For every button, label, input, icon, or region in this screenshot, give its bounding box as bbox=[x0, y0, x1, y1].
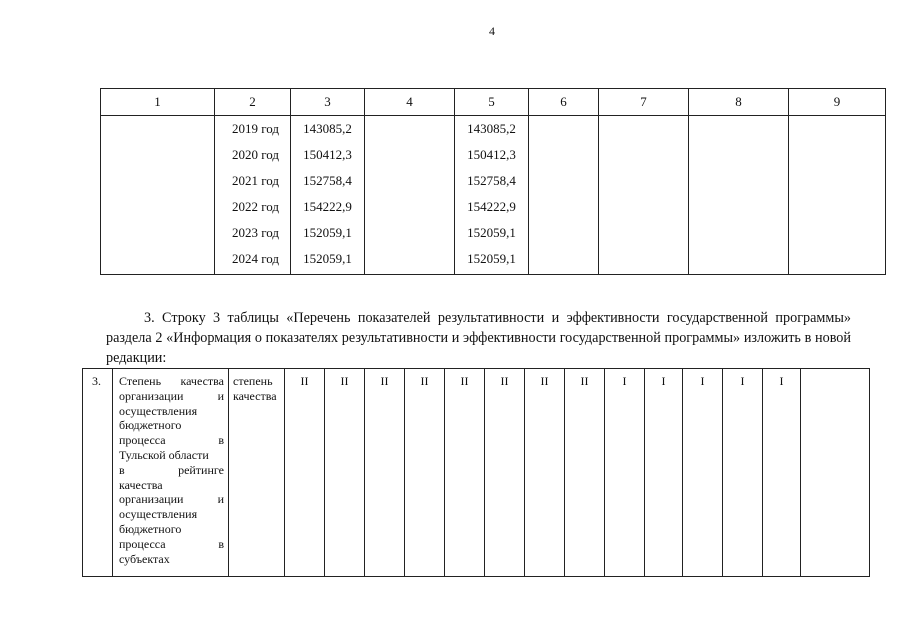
year-value: 2019 год bbox=[232, 121, 279, 136]
column-6-cell bbox=[529, 116, 599, 275]
indicator-name-word: в bbox=[218, 536, 224, 551]
indicator-name-word: осуществления bbox=[119, 403, 198, 418]
indicator-name-word: и bbox=[217, 492, 224, 507]
amount-value: 152059,1 bbox=[467, 225, 516, 240]
amount-value: 143085,2 bbox=[303, 121, 352, 136]
header-cell: 9 bbox=[789, 89, 886, 116]
indicator-value: I bbox=[723, 369, 763, 577]
indicator-name-line bbox=[119, 418, 224, 433]
indicator-value: II bbox=[485, 369, 525, 577]
column-4-cell bbox=[365, 116, 455, 275]
year-column bbox=[215, 116, 291, 275]
indicator-name-word: рейтинге bbox=[178, 462, 224, 477]
year-value: 2022 год bbox=[232, 199, 279, 214]
column-7-cell bbox=[599, 116, 689, 275]
indicator-name-line bbox=[119, 537, 224, 552]
indicator-name-line bbox=[119, 389, 224, 404]
indicator-name-line bbox=[119, 374, 224, 389]
indicator-name-line bbox=[119, 522, 224, 537]
unit-line: качества bbox=[233, 388, 277, 403]
indicator-unit bbox=[229, 369, 285, 577]
table-header-row bbox=[101, 89, 886, 116]
column-9-cell bbox=[789, 116, 886, 275]
column-5-values bbox=[455, 116, 529, 275]
indicator-value: II bbox=[445, 369, 485, 577]
indicator-name-word: субъектах bbox=[119, 551, 170, 566]
indicator-name-line bbox=[119, 448, 224, 463]
indicator-name-word: качества bbox=[180, 374, 224, 388]
indicator-table bbox=[82, 368, 870, 577]
amount-value: 150412,3 bbox=[467, 147, 516, 162]
year-value: 2023 год bbox=[232, 225, 279, 240]
amount-value: 154222,9 bbox=[303, 199, 352, 214]
indicator-name-word: качества bbox=[119, 477, 163, 492]
year-value: 2020 год bbox=[232, 147, 279, 162]
amount-value: 150412,3 bbox=[303, 147, 352, 162]
indicator-value: I bbox=[683, 369, 723, 577]
indicator-name-line bbox=[119, 478, 224, 493]
indicator-value: II bbox=[525, 369, 565, 577]
amount-value: 152758,4 bbox=[303, 173, 352, 188]
unit-line: степень bbox=[233, 374, 273, 388]
indicator-name-line bbox=[119, 492, 224, 507]
indicator-name-line bbox=[119, 463, 224, 478]
indicator-name-word: осуществления bbox=[119, 507, 198, 522]
year-value: 2021 год bbox=[232, 173, 279, 188]
indicator-name-word: процесса bbox=[119, 536, 166, 551]
indicator-name-word: бюджетного bbox=[119, 418, 182, 433]
header-cell: 1 bbox=[101, 89, 215, 116]
indicator-value: I bbox=[605, 369, 645, 577]
indicator-value: II bbox=[325, 369, 365, 577]
indicator-name-word: бюджетного bbox=[119, 521, 182, 536]
indicator-name-word: процесса bbox=[119, 433, 166, 448]
indicator-value bbox=[801, 369, 870, 577]
indicator-value: II bbox=[285, 369, 325, 577]
indicator-name-word: в bbox=[119, 462, 125, 477]
indicator-value: I bbox=[763, 369, 801, 577]
indicator-row bbox=[83, 369, 870, 577]
amount-value: 143085,2 bbox=[467, 121, 516, 136]
indicator-value: II bbox=[565, 369, 605, 577]
indicator-name-word: организации bbox=[119, 388, 184, 403]
indicator-name bbox=[113, 369, 229, 577]
indicator-name-line bbox=[119, 507, 224, 522]
header-cell: 8 bbox=[689, 89, 789, 116]
table-body-row bbox=[101, 116, 886, 275]
indicator-name-line bbox=[119, 552, 224, 567]
funding-table bbox=[100, 88, 886, 275]
amount-value: 152059,1 bbox=[303, 251, 352, 266]
header-cell: 7 bbox=[599, 89, 689, 116]
indicator-name-word: в bbox=[218, 433, 224, 448]
indicator-name-line bbox=[119, 433, 224, 448]
amount-value: 154222,9 bbox=[467, 199, 516, 214]
header-cell: 5 bbox=[455, 89, 529, 116]
row-number: 3. bbox=[83, 369, 113, 577]
indicator-value: II bbox=[405, 369, 445, 577]
amount-value: 152758,4 bbox=[467, 173, 516, 188]
indicator-value: I bbox=[645, 369, 683, 577]
amendment-paragraph: 3. Строку 3 таблицы «Перечень показателей результативности и эффективности государственной программы» раздела 2 «Информация о показателях результативности и эффективности государственной программы» изложить в новой редакции: bbox=[106, 310, 851, 367]
indicator-value: II bbox=[365, 369, 405, 577]
header-cell: 3 bbox=[291, 89, 365, 116]
header-cell: 4 bbox=[365, 89, 455, 116]
page-number: 4 bbox=[489, 24, 495, 38]
indicator-name-line bbox=[119, 404, 224, 419]
amount-value: 152059,1 bbox=[303, 225, 352, 240]
indicator-name-word: Тульской области bbox=[119, 447, 209, 462]
year-value: 2024 год bbox=[232, 251, 279, 266]
column-1-cell bbox=[101, 116, 215, 275]
header-cell: 6 bbox=[529, 89, 599, 116]
amount-value: 152059,1 bbox=[467, 251, 516, 266]
header-cell: 2 bbox=[215, 89, 291, 116]
column-3-values bbox=[291, 116, 365, 275]
column-8-cell bbox=[689, 116, 789, 275]
indicator-name-word: Степень bbox=[119, 374, 162, 388]
indicator-name-word: организации bbox=[119, 492, 184, 507]
indicator-name-word: и bbox=[217, 388, 224, 403]
